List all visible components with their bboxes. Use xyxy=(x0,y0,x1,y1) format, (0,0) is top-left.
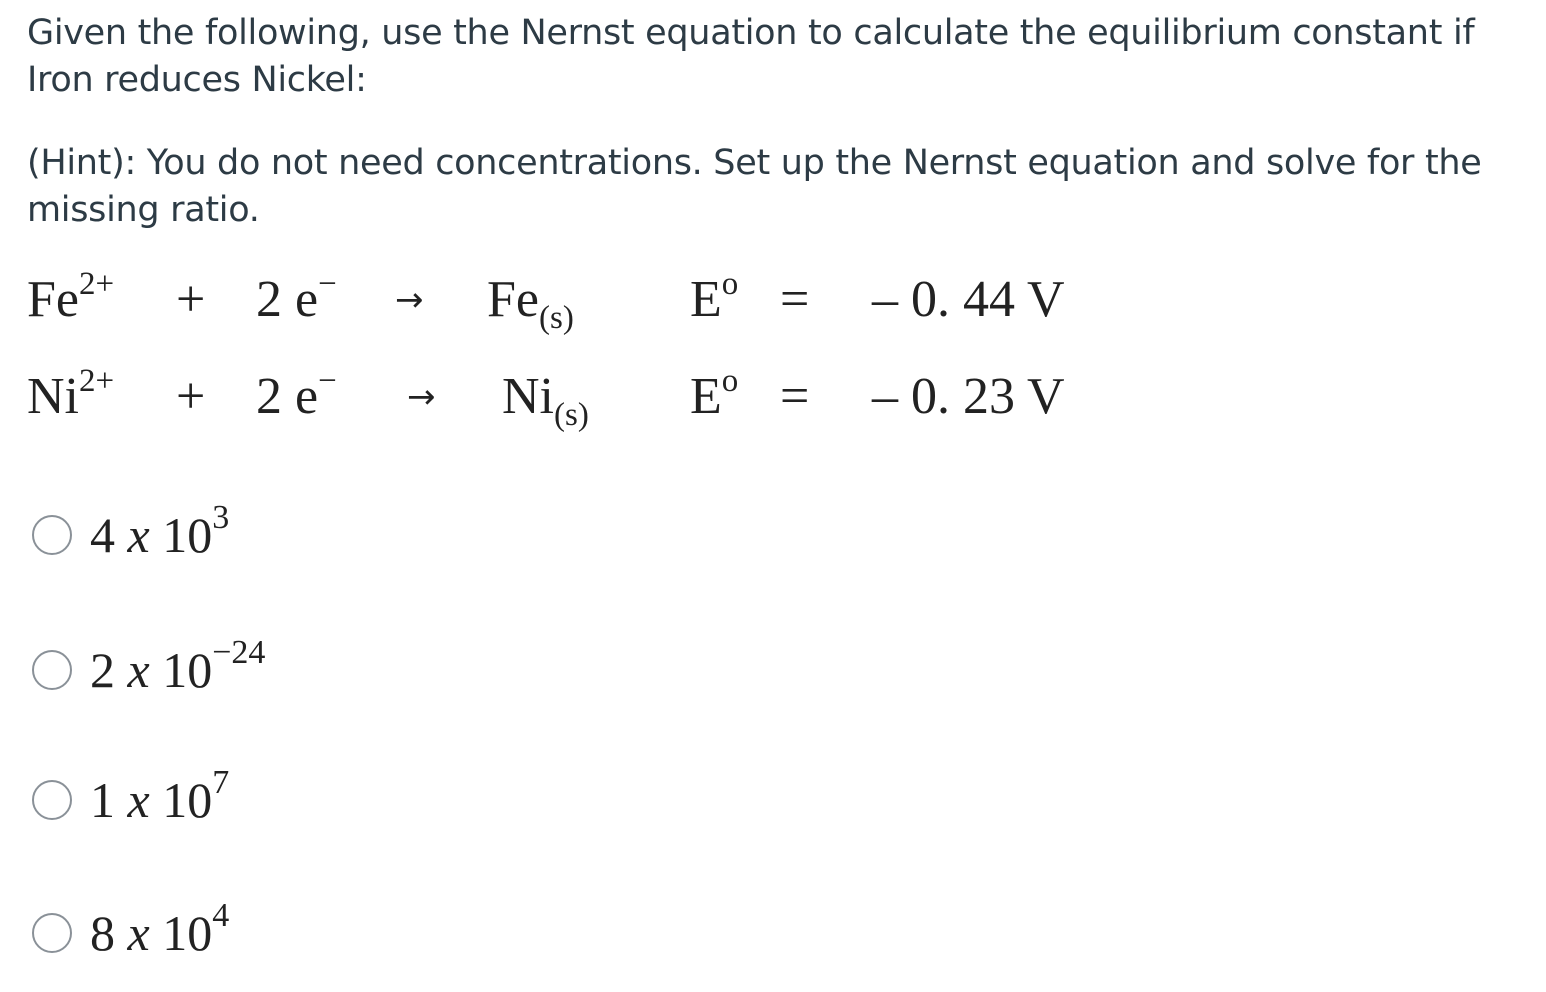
radio-button[interactable] xyxy=(32,515,72,555)
half-reaction-nickel xyxy=(0,362,1546,432)
answer-option-3[interactable] xyxy=(32,765,229,835)
plus-sign: + xyxy=(176,368,206,425)
hint-text: (Hint): You do not need concentrations. Set up the Nernst equation and solve for the missing ratio. xyxy=(27,143,1482,230)
option-label: 4 x $10^3$ xyxy=(90,499,230,563)
potential-label: $E^o$ xyxy=(690,266,739,328)
potential-value-iron: – 0. 44 V xyxy=(872,271,1065,328)
equals-sign: = xyxy=(780,368,810,425)
reaction-arrow: → xyxy=(407,377,436,417)
option-label: 1 x $10^7$ xyxy=(90,764,230,828)
potential-label: $E^o$ xyxy=(690,363,739,425)
product-nickel: $Ni_{(s)}$ xyxy=(502,368,589,433)
plus-sign: + xyxy=(176,271,206,328)
reactant-iron: $Fe^{2+}$ xyxy=(27,266,115,328)
electrons: 2 e− xyxy=(256,266,337,328)
radio-button[interactable] xyxy=(32,650,72,690)
reaction-arrow: → xyxy=(395,280,424,320)
option-label: 2 x $10^{-24}$ xyxy=(90,634,266,698)
option-label: 8 x $10^4$ xyxy=(90,897,230,961)
radio-button[interactable] xyxy=(32,913,72,953)
answer-option-4[interactable] xyxy=(32,898,229,968)
reactant-nickel: $Ni^{2+}$ xyxy=(27,363,115,425)
equals-sign: = xyxy=(780,271,810,328)
answer-option-1[interactable] xyxy=(32,500,229,570)
half-reaction-iron xyxy=(0,265,1546,335)
product-iron: $Fe_{(s)}$ xyxy=(487,271,574,336)
electrons: 2 e− xyxy=(256,363,337,425)
question-text: Given the following, use the Nernst equation to calculate the equilibrium constant if Iron reduces Nickel: xyxy=(27,13,1475,100)
potential-value-nickel: – 0. 23 V xyxy=(872,368,1065,425)
radio-button[interactable] xyxy=(32,780,72,820)
answer-option-2[interactable] xyxy=(32,635,265,705)
